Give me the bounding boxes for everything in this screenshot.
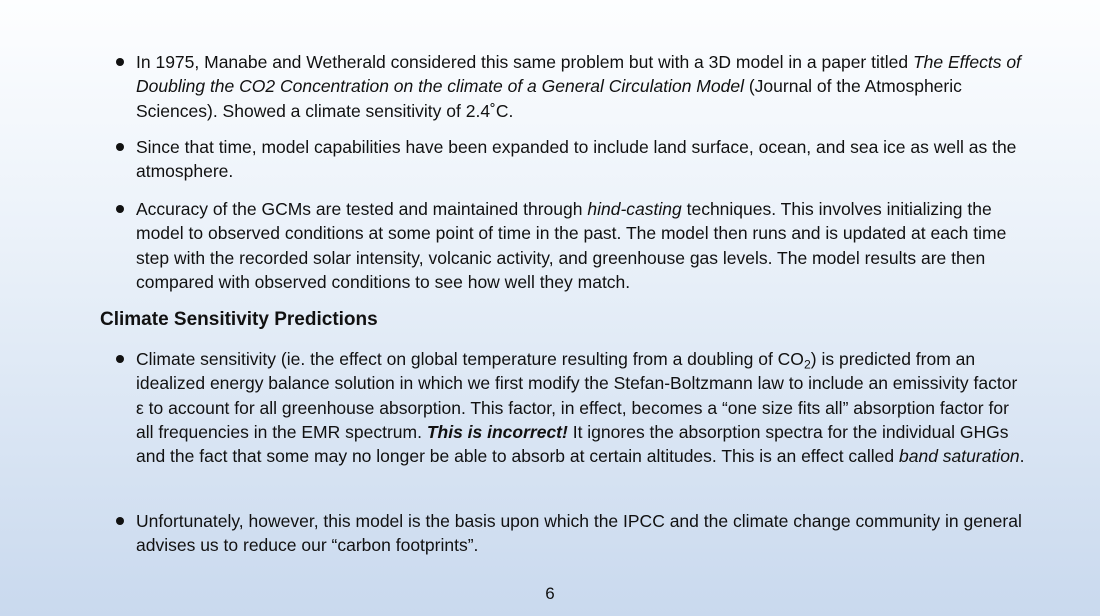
bullet-text-part: Since that time, model capabilities have been expanded to include land surface, ocean, and sea ice as well as the atmosphere.: [136, 137, 1017, 182]
bullet-dot-icon: [116, 58, 124, 66]
bullet-text-part: (Journal of the Atmospheric Sciences). Showed a climate sensitivity of 2.4˚C.: [136, 76, 962, 121]
bullet-ipcc-basis: [136, 509, 1026, 558]
paper-title: The Effects of Doubling the CO2 Concentration on the climate of a General Circulation Model: [136, 52, 1021, 97]
bullet-text-part: It ignores the absorption spectra for the individual GHGs and the fact that some may no longer be able to absorb at certain altitudes. This is an effect called: [136, 421, 1009, 467]
bullet-text-part: In 1975, Manabe and Wetherald considered this same problem but with a 3D model in a paper titled: [136, 52, 913, 72]
bullet-dot-icon: [116, 355, 124, 363]
bullet-text-part: .: [1019, 446, 1025, 467]
page-number: 6: [545, 584, 555, 603]
bullet-dot-icon: [116, 143, 124, 151]
bullet-hind-casting: [136, 197, 1026, 294]
band-saturation-term: band saturation: [899, 446, 1020, 467]
section-heading: Climate Sensitivity Predictions: [100, 309, 378, 330]
bullet-text-part: Climate sensitivity (ie. the effect on global temperature resulting from a doubling of CO: [136, 349, 804, 369]
bullet-climate-sensitivity: [136, 347, 1026, 468]
bullet-text-part: Accuracy of the GCMs are tested and maintained through: [136, 199, 588, 219]
co2-subscript: 2: [803, 357, 811, 372]
hind-casting-term: hind-casting: [587, 199, 682, 219]
bullet-text-part: techniques. This involves initializing the model to observed conditions at some point of time in the past. The model then runs and is updated at each time step with the recorded solar intensity, volcanic activity, and greenhouse gas levels. The model results are then compared with observed conditions to see how well they match.: [136, 199, 1007, 292]
incorrect-emphasis: This is incorrect!: [426, 421, 568, 442]
bullet-text-part: Unfortunately, however, this model is the basis upon which the IPCC and the climate change community in general advises us to reduce our “carbon footprints”.: [136, 511, 1022, 556]
bullet-dot-icon: [116, 517, 124, 525]
bullet-text-part: ) is predicted from an idealized energy balance solution in which we first modify the Stefan-Boltzmann law to include an emissivity factor ε to account for all greenhouse absorption. This factor, in effect, becomes a “one size fits all” absorption factor for all frequencies in the EMR spectrum.: [136, 349, 1018, 442]
bullet-manabe-wetherald: [136, 50, 1026, 123]
bullet-model-capabilities: [136, 135, 1026, 184]
bullet-dot-icon: [116, 205, 124, 213]
